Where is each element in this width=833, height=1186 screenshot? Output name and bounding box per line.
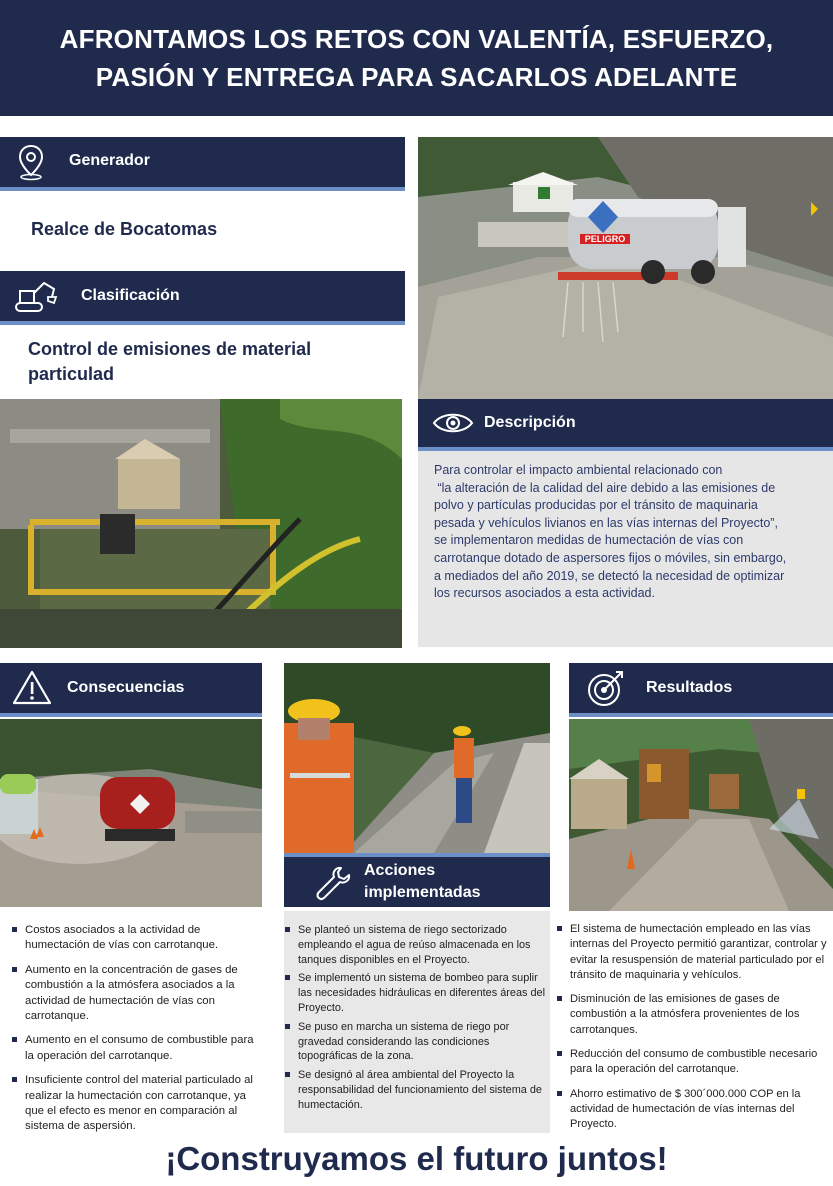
acciones-bar [284, 857, 550, 907]
list-item: Reducción del consumo de combustible necesario para la operación del carrotanque. [557, 1047, 829, 1078]
acciones-label [364, 860, 480, 904]
target-icon [585, 668, 627, 708]
header-title-line1: AFRONTAMOS LOS RETOS CON VALENTÍA, ESFUERZO, [59, 24, 774, 54]
consecuencias-label: Consecuencias [67, 679, 185, 696]
clasificacion-value [28, 337, 311, 387]
descripcion-line: se implementaron medidas de humectación de vías con [434, 533, 744, 548]
resultados-list [557, 922, 829, 1142]
header-title-line2: PASIÓN Y ENTREGA PARA SACARLOS ADELANTE [95, 62, 738, 92]
list-item: Se planteó un sistema de riego sectorizado empleando el agua de reúso almacenada en los tanques disponibles en el Proyecto. [285, 923, 547, 967]
consecuencias-bar [0, 663, 262, 713]
generador-bar [0, 137, 405, 187]
list-item: Ahorro estimativo de $ 300´000.000 COP en la actividad de humectación de vías internas del Proyecto. [557, 1087, 829, 1133]
workers-photo [284, 663, 550, 853]
header-title [60, 20, 774, 96]
descripcion-line: polvo y partículas producidas por el tránsito de maquinaria [434, 498, 758, 513]
list-item: Se implementó un sistema de bombeo para suplir las necesidades hidráulicas en diferentes áreas del Proyecto. [285, 971, 547, 1015]
clasificacion-value-line2: particulad [28, 364, 115, 384]
consecuencias-list [12, 923, 262, 1144]
list-item: Costos asociados a la actividad de humectación de vías con carrotanque. [12, 923, 262, 954]
generador-label: Generador [69, 152, 150, 169]
list-item: El sistema de humectación empleado en las vías internas del Proyecto permitió garantizar, controlar y evitar la resuspensión de material particulado por el tránsito de maquinaria y vehículos. [557, 922, 829, 983]
acciones-rule [284, 853, 550, 857]
acciones-list [285, 923, 547, 1117]
list-item: Se puso en marcha un sistema de riego por gravedad considerando las condiciones topográficas de la zona. [285, 1020, 547, 1064]
resultados-rule [569, 713, 833, 717]
tanker-truck-photo [418, 137, 833, 399]
location-pin-icon [14, 143, 48, 181]
clasificacion-bar [0, 271, 405, 321]
generador-rule [0, 187, 405, 191]
resultados-label: Resultados [646, 679, 733, 696]
wrench-icon [314, 864, 352, 902]
descripcion-label: Descripción [484, 414, 576, 431]
tanker-warning-text: PELIGRO [584, 234, 626, 244]
list-item: Insuficiente control del material particulado al realizar la humectación con carrotanque, ya que el efecto es menor en comparación al sistema de aspersión. [12, 1073, 262, 1135]
descripcion-line: “la alteración de la calidad del aire debido a las emisiones de [434, 480, 776, 495]
descripcion-line: pesada y vehículos livianos en las vías internas del Proyecto”, [434, 515, 778, 530]
acciones-label-line2: implementadas [364, 884, 481, 901]
consecuencias-rule [0, 713, 262, 717]
excavator-icon [12, 277, 58, 315]
sprinkler-road-photo [569, 719, 833, 911]
water-tank-photo [0, 399, 402, 648]
descripcion-line: carrotanque dotado de aspersores fijos o móviles, sin embargo, [434, 550, 787, 565]
list-item: Aumento en el consumo de combustible para la operación del carrotanque. [12, 1033, 262, 1064]
warning-icon [12, 669, 52, 707]
clasificacion-value-line1: Control de emisiones de material [28, 339, 312, 359]
generador-value: Realce de Bocatomas [31, 219, 218, 239]
clasificacion-label: Clasificación [81, 287, 180, 304]
descripcion-line: a mediados del año 2019, se detectó la necesidad de optimizar [434, 568, 785, 583]
resultados-bar [569, 663, 833, 713]
acciones-label-line1: Acciones [364, 862, 436, 879]
footer-slogan: ¡Construyamos el futuro juntos! [165, 1140, 668, 1177]
eye-icon [432, 410, 474, 436]
page-header [0, 0, 833, 116]
descripcion-line: los recursos asociados a esta actividad. [434, 586, 655, 601]
dusty-road-photo [0, 719, 262, 907]
list-item: Disminución de las emisiones de gases de combustión a la atmósfera provenientes de los carrotanques. [557, 992, 829, 1038]
list-item: Aumento en la concentración de gases de combustión a la atmósfera asociados a la actividad de humectación de vías con carrotanque. [12, 963, 262, 1025]
descripcion-bar [418, 399, 833, 447]
list-item: Se designó al área ambiental del Proyecto la responsabilidad del funcionamiento del sistema de humectación. [285, 1068, 547, 1112]
descripcion-line: Para controlar el impacto ambiental relacionado con [434, 463, 723, 477]
clasificacion-rule [0, 321, 405, 325]
descripcion-text [434, 462, 820, 603]
